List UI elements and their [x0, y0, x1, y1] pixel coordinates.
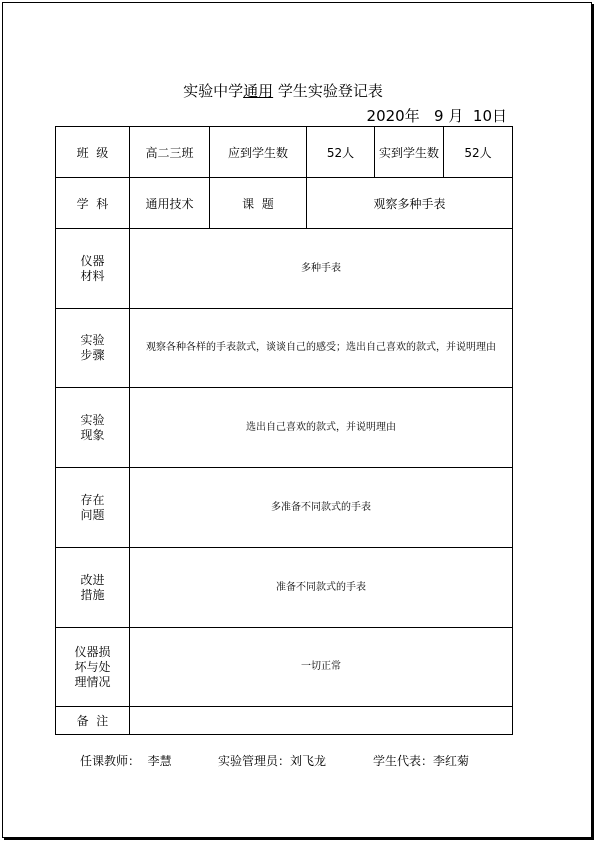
- form-title: [3, 80, 563, 101]
- student-signature: [373, 752, 469, 769]
- phenomenon-value: 选出自己喜欢的款式，并说明理由: [130, 388, 513, 468]
- subject-value: 通用技术: [130, 178, 210, 229]
- registration-table: [55, 126, 513, 735]
- materials-value: 多种手表: [130, 229, 513, 309]
- manager-label: 实验管理员：: [218, 754, 291, 768]
- materials-label: 仪器 材料: [56, 229, 130, 309]
- damage-value: 一切正常: [130, 628, 513, 707]
- teacher-name: 李慧: [147, 754, 172, 768]
- class-label: 班 级: [56, 127, 130, 178]
- teacher-label: 任课教师：: [80, 754, 141, 768]
- table-row: [56, 628, 513, 707]
- class-value: 高二三班: [130, 127, 210, 178]
- damage-label: 仪器损 坏与处 理情况: [56, 628, 130, 707]
- improvements-label: 改进 措施: [56, 548, 130, 628]
- table-row: [56, 707, 513, 735]
- expected-students-label: 应到学生数: [210, 127, 307, 178]
- phenomenon-label: 实验 现象: [56, 388, 130, 468]
- title-school: 实验中学: [183, 82, 244, 100]
- table-row: [56, 309, 513, 388]
- problems-label: 存在 问题: [56, 468, 130, 548]
- remarks-value: [130, 707, 513, 735]
- table-row: [56, 229, 513, 309]
- date-day: 10日: [472, 107, 507, 125]
- title-form-name: 学生实验登记表: [277, 82, 383, 100]
- table-row: [56, 468, 513, 548]
- problems-value: 多准备不同款式的手表: [130, 468, 513, 548]
- remarks-label: 备 注: [56, 707, 130, 735]
- actual-students-value: 52人: [444, 127, 513, 178]
- steps-label: 实验 步骤: [56, 309, 130, 388]
- date-year: 2020年: [366, 107, 420, 125]
- subject-label: 学 科: [56, 178, 130, 229]
- improvements-value: 准备不同款式的手表: [130, 548, 513, 628]
- topic-label: 课 题: [210, 178, 307, 229]
- table-row: [56, 127, 513, 178]
- student-label: 学生代表：: [373, 754, 434, 768]
- table-row: [56, 178, 513, 229]
- expected-students-value: 52人: [307, 127, 375, 178]
- manager-name: 刘飞龙: [290, 754, 327, 768]
- form-page: [2, 2, 592, 838]
- date-month: 9 月: [434, 107, 464, 125]
- teacher-signature: [80, 752, 172, 769]
- steps-value: 观察各种各样的手表款式，谈谈自己的感受；选出自己喜欢的款式，并说明理由: [130, 309, 513, 388]
- student-name: 李红菊: [433, 754, 470, 768]
- title-subject: 通用: [243, 82, 274, 100]
- manager-signature: [218, 752, 326, 769]
- topic-value: 观察多种手表: [307, 178, 513, 229]
- actual-students-label: 实到学生数: [375, 127, 444, 178]
- table-row: [56, 548, 513, 628]
- table-row: [56, 388, 513, 468]
- form-date: [367, 105, 507, 126]
